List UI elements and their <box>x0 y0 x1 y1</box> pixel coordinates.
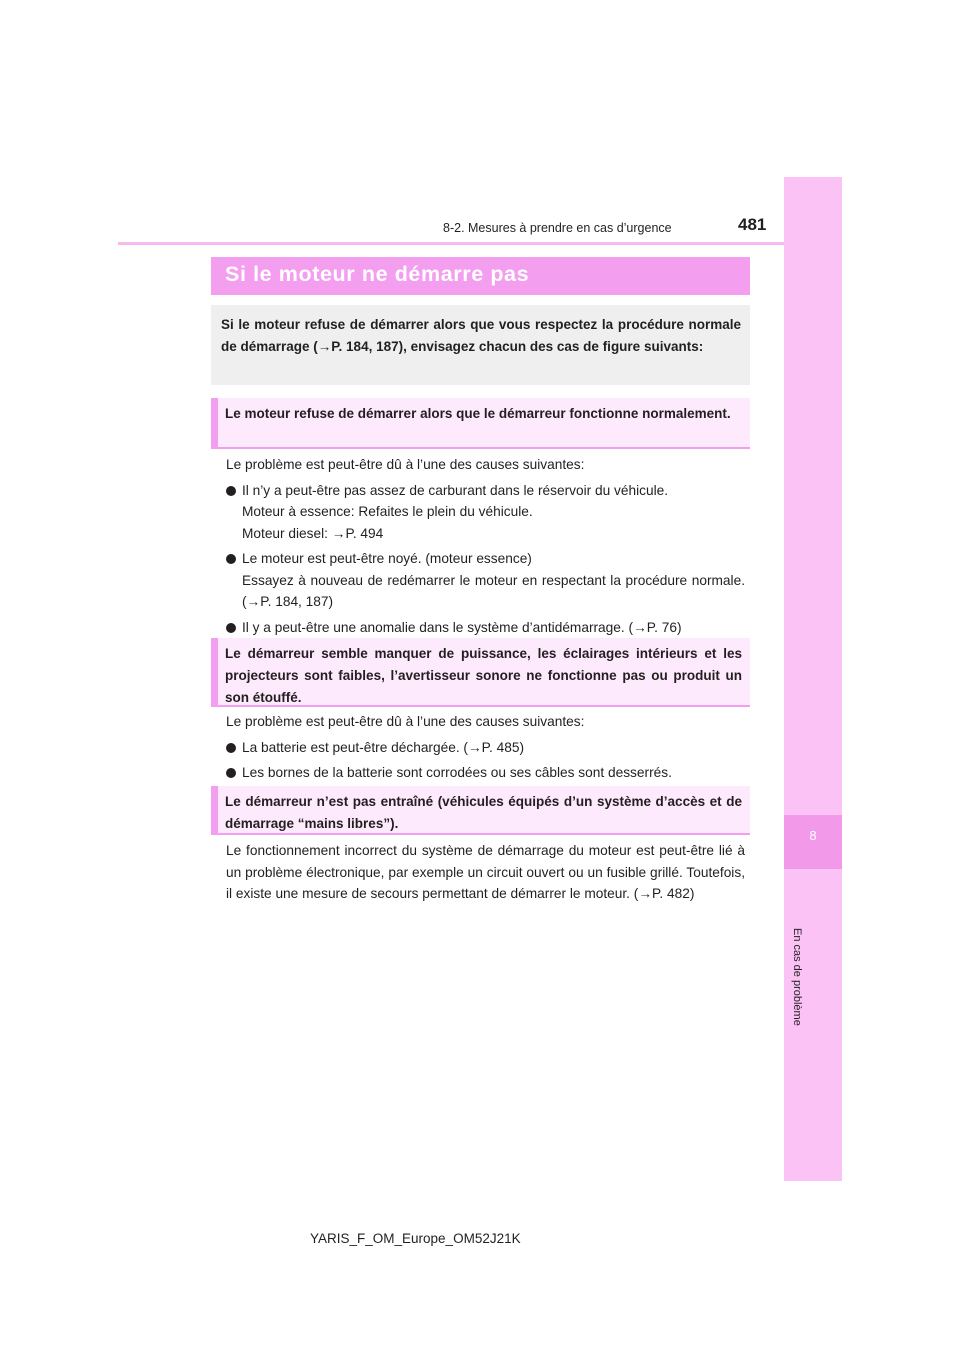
sub-heading-3: Le démarreur n’est pas entraîné (véhicules équipés d’un système d’accès et de démarrage “mains libres”). <box>211 786 750 835</box>
bullet-text: Il n’y a peut-être pas assez de carburant dans le réservoir du véhicule. <box>242 482 669 498</box>
bullet-icon <box>226 768 236 778</box>
bullet-icon <box>226 554 236 564</box>
sub-heading-1: Le moteur refuse de démarrer alors que le démarreur fonctionne normalement. <box>211 398 750 449</box>
chapter-number: 8 <box>809 828 817 843</box>
bullet-text: La batterie est peut-être déchargée. (→P. 485) <box>242 739 525 755</box>
list-item <box>226 480 745 545</box>
bullet-text: Le moteur est peut-être noyé. (moteur essence) <box>242 551 532 566</box>
bullet-icon <box>226 623 236 633</box>
page-title: Si le moteur ne démarre pas <box>225 262 530 286</box>
bullet-text: Essayez à nouveau de redémarrer le moteur en respectant la procédure normale. (→P. 184, 187) <box>242 572 745 609</box>
sub-heading-2: Le démarreur semble manquer de puissance, les éclairages intérieurs et les projecteurs sont faibles, l’avertisseur sonore ne fonctionne pas ou produit un son étouffé. <box>211 638 750 707</box>
bullet-text: Moteur diesel: →P. 494 <box>242 525 384 541</box>
list-item <box>226 617 745 639</box>
list-item <box>226 737 745 759</box>
section-1-lead: Le problème est peut-être dû à l’une des causes suivantes: <box>226 457 585 472</box>
section-1-body <box>226 454 745 638</box>
header-divider <box>118 242 842 245</box>
list-item <box>226 762 745 784</box>
document-code: YARIS_F_OM_Europe_OM52J21K <box>310 1231 521 1246</box>
chapter-title: En cas de problème <box>791 928 803 1026</box>
bullet-text: Moteur à essence: Refaites le plein du véhicule. <box>242 504 533 519</box>
page-title-bar <box>211 257 750 295</box>
list-item <box>226 548 745 613</box>
intro-box: Si le moteur refuse de démarrer alors que vous respectez la procédure normale de démarrage (→P. 184, 187), envisagez chacun des cas de figure suivants: <box>211 305 750 385</box>
bullet-text: Les bornes de la batterie sont corrodées ou ses câbles sont desserrés. <box>242 765 672 780</box>
section-2-body <box>226 711 745 784</box>
page-number: 481 <box>738 215 767 234</box>
bullet-icon <box>226 743 236 753</box>
section-2-lead: Le problème est peut-être dû à l’une des causes suivantes: <box>226 714 585 729</box>
bullet-text: Il y a peut-être une anomalie dans le système d’antidémarrage. (→P. 76) <box>242 619 682 635</box>
section-3-body: Le fonctionnement incorrect du système de démarrage du moteur est peut-être lié à un problème électronique, par exemple un circuit ouvert ou un fusible grillé. Toutefois, il existe une mesure de secours permettant de démarrer le moteur. (→P. 482) <box>226 843 745 901</box>
section-label: 8-2. Mesures à prendre en cas d’urgence <box>443 221 672 235</box>
bullet-icon <box>226 486 236 496</box>
